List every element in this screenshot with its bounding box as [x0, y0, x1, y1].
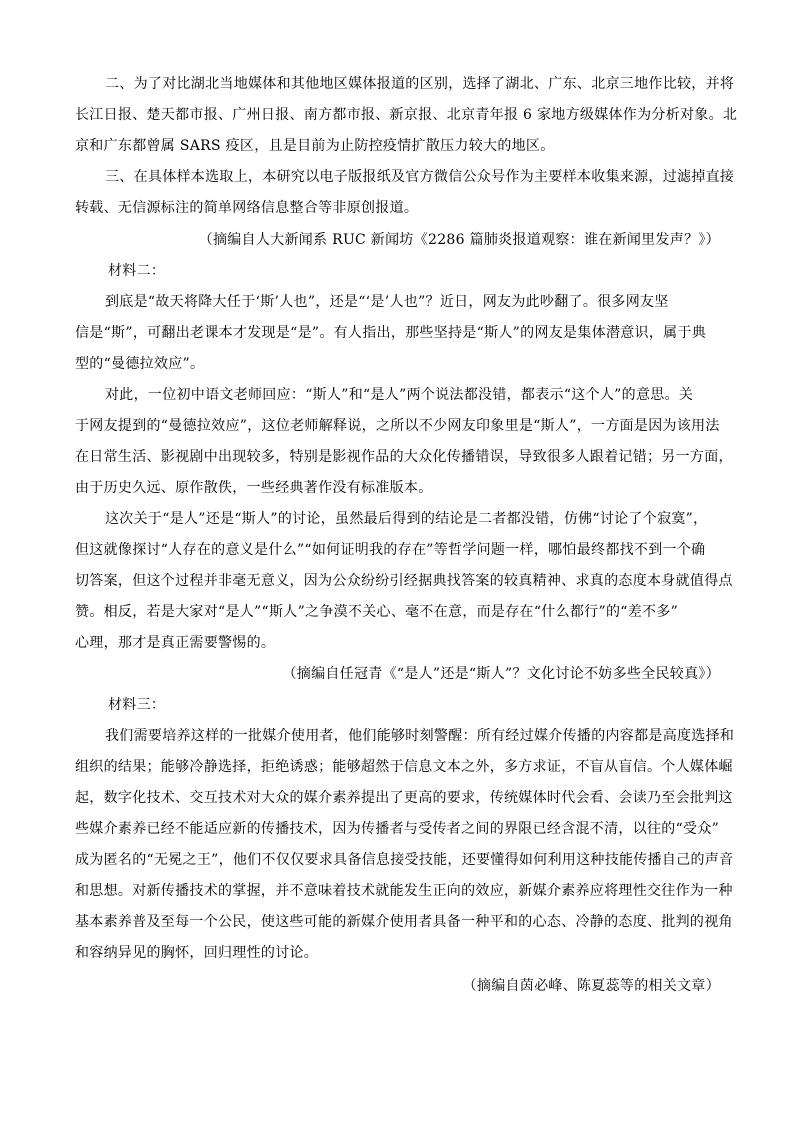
source-citation-2: （摘编自任冠青《“是人”还是“斯人”？文化讨论不妨多些全民较真》）	[282, 666, 720, 682]
m2-para-3-line-3: 切答案，但这个过程并非毫无意义，因为公众纷纷引经据典找答案的较真精神、求真的态度本身就值得点	[75, 573, 733, 589]
para-2-line-2: 长江日报、楚天都市报、广州日报、南方都市报、新京报、北京青年报 6 家地方级媒体作为分析对象。北	[75, 107, 738, 123]
m2-para-1-line-1: 到底是“故天将降大任于‘斯’人也”，还是“‘是’人也”？近日，网友为此吵翻了。很多网友坚	[105, 294, 669, 310]
m2-para-2-line-3: 在日常生活、影视剧中出现较多，特别是影视作品的大众化传播错误，导致很多人跟着记错；另一方面，	[75, 449, 733, 465]
m3-para-1-line-4: 些媒介素养已经不能适应新的传播技术，因为传播者与受传者之间的界限已经含混不清，以往的“受众”	[75, 821, 720, 837]
m2-para-2-line-1: 对此，一位初中语文老师回应：“斯人”和“是人”两个说法都没错，都表示“这个人”的意思。关	[105, 387, 694, 403]
material-2-label: 材料二：	[108, 263, 166, 279]
m3-para-1-line-1: 我们需要培养这样的一批媒介使用者，他们能够时刻警醒：所有经过媒介传播的内容都是高度选择和	[105, 728, 735, 744]
m2-para-2-line-2: 于网友提到的“曼德拉效应”，这位老师解释说，之所以不少网友印象里是“斯人”，一方面是因为该用法	[75, 418, 720, 434]
m3-para-1-line-3: 起，数字化技术、交互技术对大众的媒介素养提出了更高的要求，传统媒体时代会看、会读乃至会批判这	[75, 790, 733, 806]
para-2-line-1: 二、为了对比湖北当地媒体和其他地区媒体报道的区别，选择了湖北、广东、北京三地作比较，并将	[105, 76, 735, 92]
para-2-line-3: 京和广东都曾属 SARS 疫区，且是目前为止防控疫情扩散压力较大的地区。	[75, 138, 555, 154]
m3-para-1-line-6: 和思想。对新传播技术的掌握，并不意味着技术就能发生正向的效应，新媒介素养应将理性交往作为一种	[75, 883, 733, 899]
para-3-line-2: 转载、无信源标注的简单网络信息整合等非原创报道。	[75, 200, 419, 216]
m2-para-2-line-4: 由于历史久远、原作散佚，一些经典著作没有标准版本。	[75, 480, 433, 496]
m2-para-3-line-1: 这次关于“是人”还是“斯人”的讨论，虽然最后得到的结论是二者都没错，仿佛“讨论了个寂寞”，	[105, 511, 708, 527]
m3-para-1-line-2: 组织的结果；能够冷静选择，拒绝诱惑；能够超然于信息文本之外，多方求证，不盲从盲信。个人媒体崛	[75, 759, 733, 775]
m3-para-1-line-5: 成为匿名的“无冕之王”，他们不仅仅要求具备信息接受技能，还要懂得如何利用这种技能传播自己的声音	[75, 852, 734, 868]
m2-para-3-line-2: 但这就像探讨“人存在的意义是什么”“如何证明我的存在”等哲学问题一样，哪怕最终都找不到一个确	[75, 542, 706, 558]
para-3-line-1: 三、在具体样本选取上，本研究以电子版报纸及官方微信公众号作为主要样本收集来源，过滤掉直接	[105, 169, 735, 185]
m2-para-1-line-3: 型的“曼德拉效应”。	[75, 356, 205, 372]
source-citation-1: （摘编自人大新闻系 RUC 新闻坊《2286 篇肺炎报道观察：谁在新闻里发声？》）	[198, 232, 720, 248]
m2-para-3-line-5: 心理，那才是真正需要警惕的。	[75, 635, 276, 651]
m2-para-1-line-2: 信是“斯”，可翻出老课本才发现是“是”。有人指出，那些坚持是“斯人”的网友是集体潜意识，属于典	[75, 325, 707, 341]
source-citation-3: （摘编自茵必峰、陈夏蕊等的相关文章）	[462, 978, 720, 994]
m3-para-1-line-8: 和容纳异见的胸怀，回归理性的讨论。	[75, 945, 319, 961]
m2-para-3-line-4: 赞。相反，若是大家对“是人”“斯人”之争漠不关心、毫不在意，而是存在“什么都行”的“差不多”	[75, 604, 679, 620]
m3-para-1-line-7: 基本素养普及至每一个公民，使这些可能的新媒介使用者具备一种平和的心态、冷静的态度、批判的视角	[75, 914, 733, 930]
material-3-label: 材料三：	[108, 697, 166, 713]
